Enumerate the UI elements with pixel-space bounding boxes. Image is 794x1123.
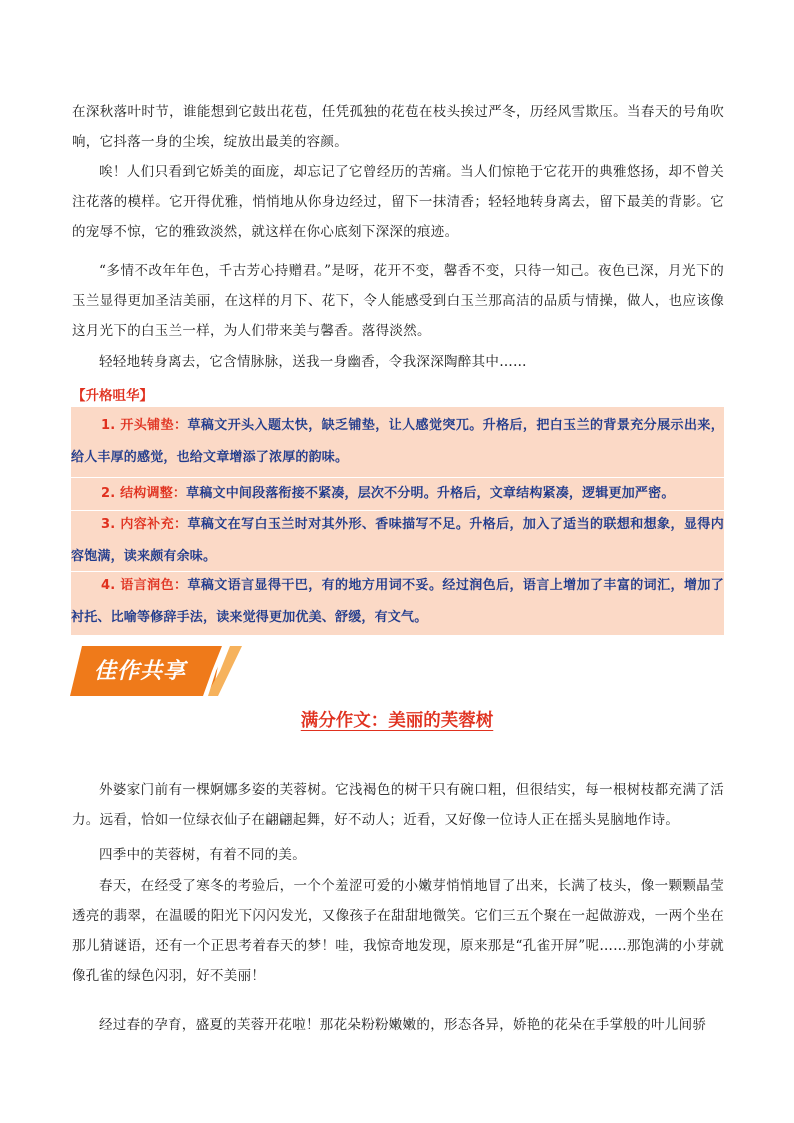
tip-2 <box>71 478 724 510</box>
essay-title-text: 满分作文：美丽的芙蓉树 <box>300 711 494 731</box>
section-banner <box>70 646 245 696</box>
essay-title <box>0 707 794 732</box>
banner-label: 佳作共享 <box>94 659 187 684</box>
upgrade-section-label: 【升格咀华】 <box>72 388 153 404</box>
tip-2-body: 草稿文中间段落衔接不紧凑，层次不分明。升格后，文章结构紧凑，逻辑更加严密。 <box>186 486 675 501</box>
draft-paragraph-3: “多情不改年年色，千古芳心持赠君。”是呀，花开不变，馨香不变，只待一知己。夜色已深，月光下的玉兰显得更加圣洁美丽，在这样的月下、花下，令人能感受到白玉兰那高洁的品质与情操，做人，也应该像这月光下的白玉兰一样，为人们带来美与馨香。落得淡然。 <box>72 263 724 339</box>
essay-paragraph-2: 四季中的芙蓉树，有着不同的美。 <box>99 847 306 863</box>
draft-paragraph-2: 唉！人们只看到它娇美的面庞，却忘记了它曾经历的苦痛。当人们惊艳于它花开的典雅悠扬，却不曾关注花落的模样。它开得优雅，悄悄地从你身边经过，留下一抹清香；轻轻地转身离去，留下最美的背影。它的宠辱不惊，它的雅致淡然，就这样在你心底刻下深深的痕迹。 <box>72 164 724 240</box>
tip-1-heading: 1. 开头铺垫： <box>101 418 188 433</box>
essay-paragraph-1: 外婆家门前有一棵婀娜多姿的芙蓉树。它浅褐色的树干只有碗口粗，但很结实，每一根树枝都充满了活力。远看，恰如一位绿衣仙子在翩翩起舞，好不动人；近看，又好像一位诗人正在摇头晃脑地作诗。 <box>72 782 724 828</box>
tip-4-body: 草稿文语言显得干巴，有的地方用词不妥。经过润色后，语言上增加了丰富的词汇，增加了衬托、比喻等修辞手法，读来觉得更加优美、舒缓，有文气。 <box>71 578 724 625</box>
essay-paragraph-3: 春天，在经受了寒冬的考验后，一个个羞涩可爱的小嫩芽悄悄地冒了出来，长满了枝头，像一颗颗晶莹透亮的翡翠，在温暖的阳光下闪闪发光，又像孩子在甜甜地微笑。它们三五个聚在一起做游戏，一两个坐在那儿猜谜语，还有一个正思考着春天的梦！哇，我惊奇地发现，原来那是“孔雀开屏”呢……那饱满的小芽就像孔雀的绿色闪羽，好不美丽！ <box>72 878 724 984</box>
tip-3 <box>71 509 724 573</box>
tip-4 <box>71 570 724 634</box>
tip-1-body: 草稿文开头入题太快，缺乏铺垫，让人感觉突兀。升格后，把白玉兰的背景充分展示出来，给人丰厚的感觉，也给文章增添了浓厚的韵味。 <box>71 418 724 465</box>
tip-3-heading: 3. 内容补充： <box>101 517 188 532</box>
tip-1 <box>71 410 724 474</box>
draft-paragraph-1: 在深秋落叶时节，谁能想到它鼓出花苞，任凭孤独的花苞在枝头挨过严冬，历经风雪欺压。当春天的号角吹响，它抖落一身的尘埃，绽放出最美的容颜。 <box>72 104 724 150</box>
tip-4-heading: 4. 语言润色： <box>101 578 188 593</box>
upgrade-tips-box <box>71 407 724 635</box>
essay-paragraph-4: 经过春的孕育，盛夏的芙蓉开花啦！那花朵粉粉嫩嫩的，形态各异，娇艳的花朵在手掌般的叶儿间骄 <box>99 1017 707 1033</box>
tip-3-body: 草稿文在写白玉兰时对其外形、香味描写不足。升格后，加入了适当的联想和想象，显得内容饱满，读来颇有余味。 <box>71 517 724 564</box>
tip-2-heading: 2. 结构调整： <box>101 486 187 501</box>
draft-paragraph-4: 轻轻地转身离去，它含情脉脉，送我一身幽香，令我深深陶醉其中…… <box>99 354 527 370</box>
